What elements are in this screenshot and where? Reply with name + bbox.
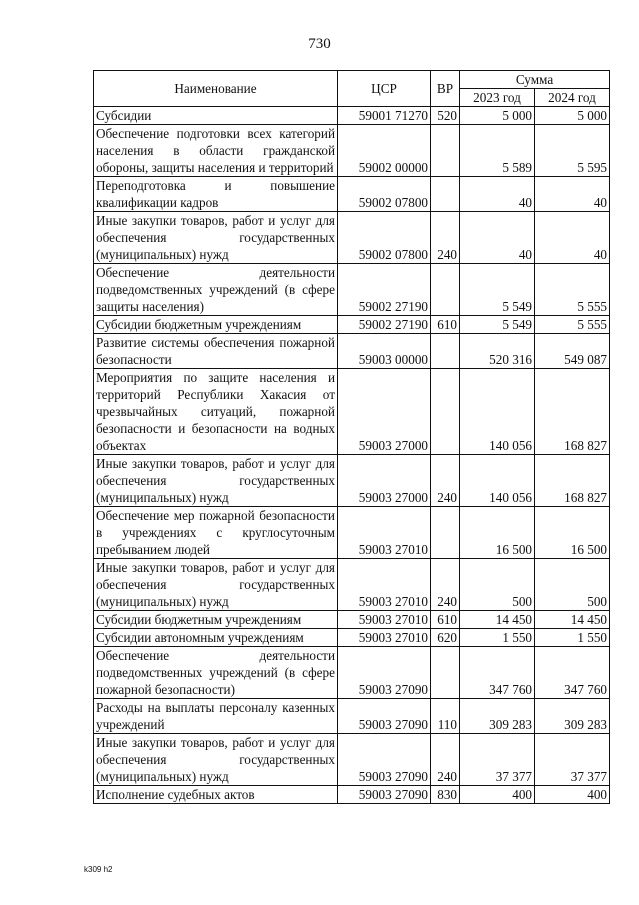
row-sum-2024: 400 <box>535 786 610 804</box>
row-vr: 610 <box>431 611 460 629</box>
row-sum-2023: 14 450 <box>460 611 535 629</box>
table-row <box>94 264 610 316</box>
header-vr: ВР <box>431 71 460 107</box>
table-row <box>94 125 610 177</box>
row-vr <box>431 334 460 369</box>
row-csr: 59003 00000 <box>338 334 431 369</box>
row-sum-2024: 16 500 <box>535 507 610 559</box>
row-sum-2024: 500 <box>535 559 610 611</box>
row-sum-2023: 140 056 <box>460 455 535 507</box>
row-csr: 59003 27010 <box>338 629 431 647</box>
header-year-2023: 2023 год <box>460 89 535 107</box>
row-name: Развитие системы обеспечения пожарной безопасности <box>94 334 338 369</box>
row-vr <box>431 264 460 316</box>
row-name: Субсидии <box>94 107 338 125</box>
row-sum-2024: 1 550 <box>535 629 610 647</box>
row-sum-2023: 400 <box>460 786 535 804</box>
row-name: Обеспечение деятельности подведомственных учреждений (в сфере защиты населения) <box>94 264 338 316</box>
table-row <box>94 107 610 125</box>
row-vr: 110 <box>431 699 460 734</box>
row-sum-2024: 347 760 <box>535 647 610 699</box>
row-csr: 59003 27090 <box>338 786 431 804</box>
row-csr: 59003 27010 <box>338 507 431 559</box>
row-csr: 59003 27010 <box>338 611 431 629</box>
table-row <box>94 369 610 455</box>
row-sum-2024: 168 827 <box>535 455 610 507</box>
row-sum-2024: 37 377 <box>535 734 610 786</box>
row-vr: 240 <box>431 212 460 264</box>
row-csr: 59003 27010 <box>338 559 431 611</box>
row-csr: 59003 27090 <box>338 647 431 699</box>
table-row <box>94 734 610 786</box>
budget-table <box>93 70 610 804</box>
row-sum-2023: 5 549 <box>460 264 535 316</box>
row-csr: 59002 07800 <box>338 212 431 264</box>
row-vr <box>431 177 460 212</box>
header-sum: Сумма <box>460 71 610 89</box>
row-sum-2023: 37 377 <box>460 734 535 786</box>
table-row <box>94 786 610 804</box>
row-vr: 240 <box>431 559 460 611</box>
row-name: Обеспечение мер пожарной безопасности в учреждениях с круглосуточным пребыванием людей <box>94 507 338 559</box>
row-sum-2023: 5 549 <box>460 316 535 334</box>
row-vr: 610 <box>431 316 460 334</box>
row-vr <box>431 507 460 559</box>
row-csr: 59002 00000 <box>338 125 431 177</box>
row-sum-2023: 520 316 <box>460 334 535 369</box>
row-csr: 59002 27190 <box>338 264 431 316</box>
row-sum-2023: 40 <box>460 212 535 264</box>
row-vr: 240 <box>431 734 460 786</box>
footer-code: k309 h2 <box>84 865 113 874</box>
row-vr <box>431 125 460 177</box>
row-vr <box>431 369 460 455</box>
row-sum-2023: 500 <box>460 559 535 611</box>
row-vr: 520 <box>431 107 460 125</box>
table-body <box>94 107 610 804</box>
page-number: 730 <box>308 36 331 52</box>
header-name: Наименование <box>94 71 338 107</box>
row-sum-2023: 1 550 <box>460 629 535 647</box>
table-row <box>94 611 610 629</box>
table-row <box>94 507 610 559</box>
row-sum-2023: 40 <box>460 177 535 212</box>
row-vr <box>431 647 460 699</box>
row-sum-2024: 5 555 <box>535 316 610 334</box>
table-row <box>94 177 610 212</box>
row-name: Иные закупки товаров, работ и услуг для обеспечения государственных (муниципальных) нужд <box>94 455 338 507</box>
row-csr: 59003 27090 <box>338 734 431 786</box>
row-csr: 59003 27000 <box>338 455 431 507</box>
table-row <box>94 212 610 264</box>
header-csr: ЦСР <box>338 71 431 107</box>
row-name: Субсидии бюджетным учреждениям <box>94 611 338 629</box>
table-row <box>94 316 610 334</box>
row-vr: 240 <box>431 455 460 507</box>
row-name: Обеспечение деятельности подведомственных учреждений (в сфере пожарной безопасности) <box>94 647 338 699</box>
row-name: Субсидии автономным учреждениям <box>94 629 338 647</box>
row-csr: 59003 27000 <box>338 369 431 455</box>
row-name: Иные закупки товаров, работ и услуг для обеспечения государственных (муниципальных) нужд <box>94 734 338 786</box>
row-sum-2023: 347 760 <box>460 647 535 699</box>
row-name: Мероприятия по защите населения и территорий Республики Хакасия от чрезвычайных ситуаций, пожарной безопасности и безопасности на водных объектах <box>94 369 338 455</box>
table-row <box>94 455 610 507</box>
row-sum-2024: 5 555 <box>535 264 610 316</box>
table-row <box>94 699 610 734</box>
row-sum-2024: 40 <box>535 212 610 264</box>
row-name: Обеспечение подготовки всех категорий населения в области гражданской обороны, защиты населения и территорий <box>94 125 338 177</box>
row-sum-2024: 5 000 <box>535 107 610 125</box>
row-sum-2023: 309 283 <box>460 699 535 734</box>
row-csr: 59001 71270 <box>338 107 431 125</box>
row-name: Субсидии бюджетным учреждениям <box>94 316 338 334</box>
row-csr: 59003 27090 <box>338 699 431 734</box>
row-sum-2024: 5 595 <box>535 125 610 177</box>
row-vr: 620 <box>431 629 460 647</box>
row-name: Иные закупки товаров, работ и услуг для обеспечения государственных (муниципальных) нужд <box>94 559 338 611</box>
row-name: Иные закупки товаров, работ и услуг для обеспечения государственных (муниципальных) нужд <box>94 212 338 264</box>
row-sum-2024: 549 087 <box>535 334 610 369</box>
row-sum-2023: 140 056 <box>460 369 535 455</box>
table-row <box>94 629 610 647</box>
row-sum-2024: 40 <box>535 177 610 212</box>
row-sum-2024: 168 827 <box>535 369 610 455</box>
row-name: Исполнение судебных актов <box>94 786 338 804</box>
table-row <box>94 559 610 611</box>
header-year-2024: 2024 год <box>535 89 610 107</box>
table-row <box>94 647 610 699</box>
row-name: Переподготовка и повышение квалификации кадров <box>94 177 338 212</box>
row-name: Расходы на выплаты персоналу казенных учреждений <box>94 699 338 734</box>
table-row <box>94 334 610 369</box>
row-vr: 830 <box>431 786 460 804</box>
row-sum-2024: 14 450 <box>535 611 610 629</box>
row-csr: 59002 07800 <box>338 177 431 212</box>
row-sum-2023: 16 500 <box>460 507 535 559</box>
row-sum-2023: 5 000 <box>460 107 535 125</box>
row-sum-2024: 309 283 <box>535 699 610 734</box>
row-csr: 59002 27190 <box>338 316 431 334</box>
row-sum-2023: 5 589 <box>460 125 535 177</box>
